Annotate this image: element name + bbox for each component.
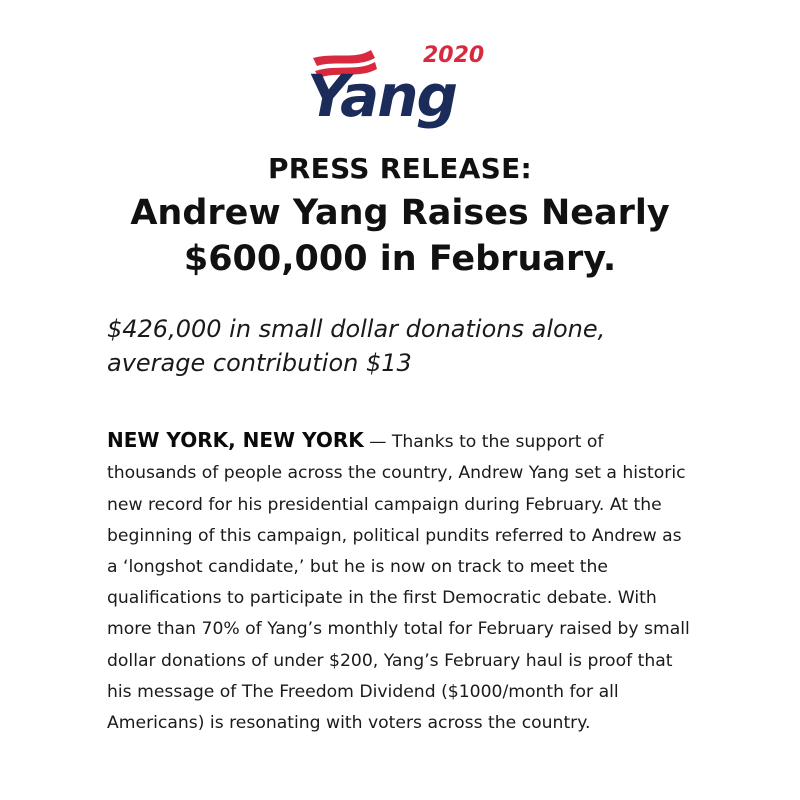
subhead-line-1: $426,000 in small dollar donations alone, xyxy=(107,315,606,343)
press-release-subhead xyxy=(107,312,727,380)
campaign-logo xyxy=(305,38,500,138)
dateline-dash: — xyxy=(363,432,392,453)
press-release-title xyxy=(0,190,800,282)
body-paragraph: Thanks to the support of thousands of people across the country, Andrew Yang set a historic new record for his presidential campaign during February. At the beginning of this campaign, political pundits referred to Andrew as a ‘longshot candidate,’ but he is now on track to meet the qualifications to participate in the first Democratic debate. With more than 70% of Yang’s monthly total for February raised by small dollar donations of under $200, Yang’s February haul is proof that his message of The Freedom Dividend ($1000/month for all Americans) is resonating with voters across the country. xyxy=(107,432,690,734)
press-release-body xyxy=(107,425,697,739)
yang-2020-logo-graphic xyxy=(305,38,500,138)
logo-year: 2020 xyxy=(423,43,485,68)
title-line-2: $600,000 in February. xyxy=(183,239,617,279)
dateline: NEW YORK, NEW YORK xyxy=(107,428,364,453)
logo-wordmark: Yang xyxy=(307,62,457,130)
press-release-kicker: PRESS RELEASE: xyxy=(267,152,533,185)
subhead-line-2: average contribution $13 xyxy=(107,349,412,377)
title-line-1: Andrew Yang Raises Nearly xyxy=(130,193,670,233)
